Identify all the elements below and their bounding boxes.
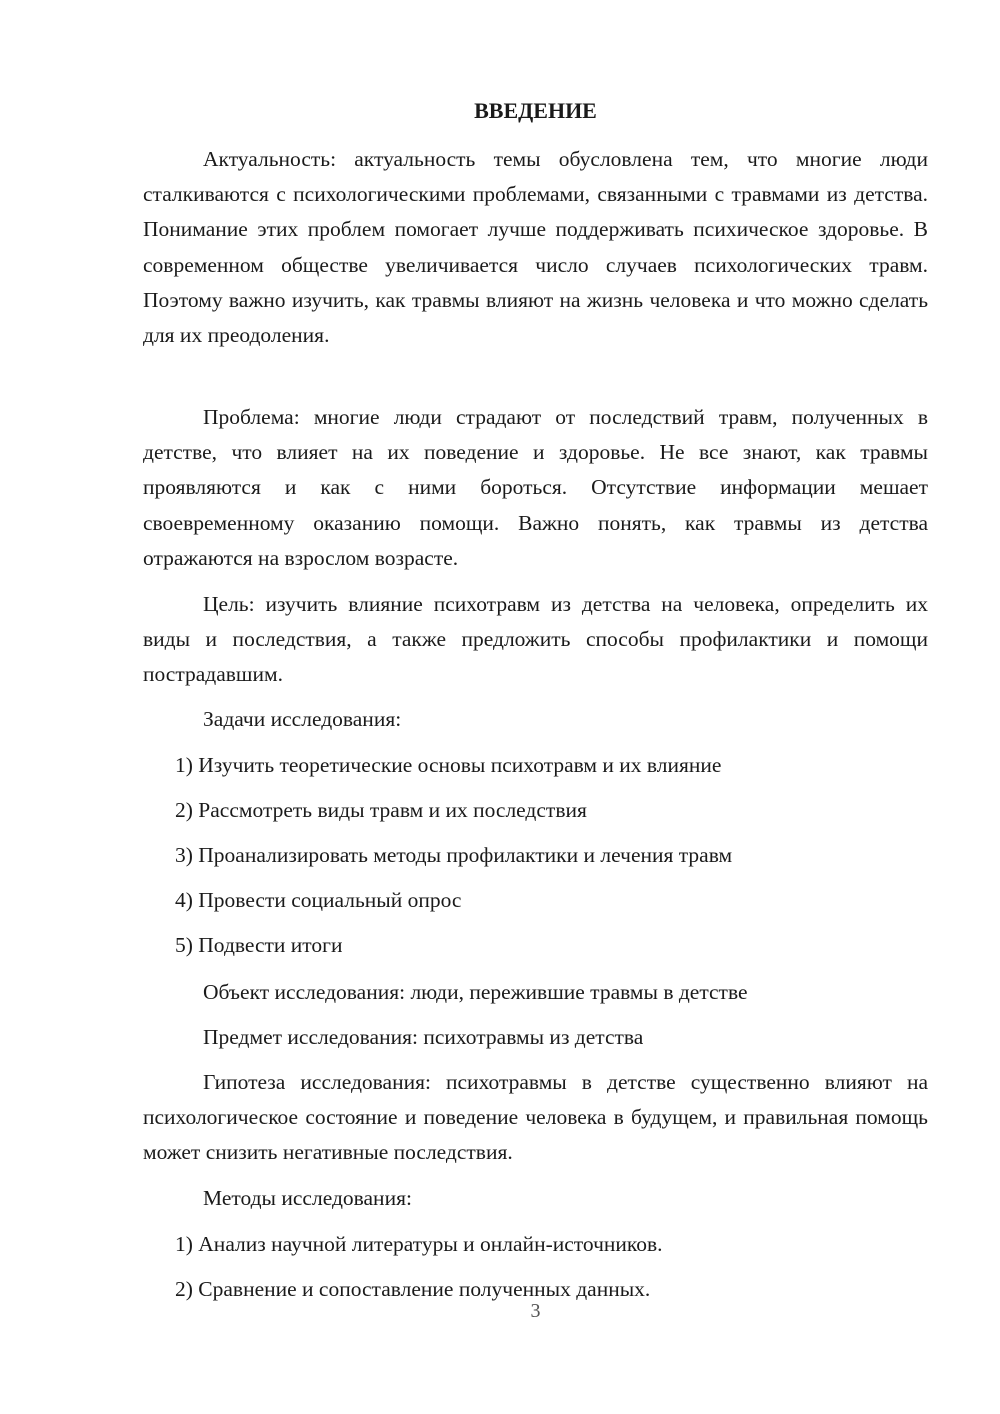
page-number: 3 (530, 1300, 541, 1322)
method-item: 1) Анализ научной литературы и онлайн-источников. (175, 1232, 663, 1256)
task-item: 1) Изучить теоретические основы психотравм и их влияние (175, 753, 722, 777)
goal-paragraph: Цель: изучить влияние психотравм из детства на человека, определить их виды и последствия, а также предложить способы профилактики и помощи пострадавшим. (143, 592, 928, 687)
research-subject: Предмет исследования: психотравмы из детства (203, 1025, 644, 1049)
relevance-paragraph: Актуальность: актуальность темы обусловлена тем, что многие люди сталкиваются с психологическими проблемами, связанными с травмами из детства. Понимание этих проблем помогает лучше поддерживать психическое здоровье. В современном обществе увеличивается число случаев психологических травм. Поэтому важно изучить, как травмы влияют на жизнь человека и что можно сделать для их преодоления. (143, 147, 928, 348)
task-item: 5) Подвести итоги (175, 933, 343, 957)
research-object: Объект исследования: люди, пережившие травмы в детстве (203, 980, 748, 1004)
methods-heading: Методы исследования: (203, 1186, 412, 1210)
tasks-heading: Задачи исследования: (203, 707, 402, 731)
method-item: 2) Сравнение и сопоставление полученных данных. (175, 1277, 651, 1301)
problem-paragraph: Проблема: многие люди страдают от последствий травм, полученных в детстве, что влияет на их поведение и здоровье. Не все знают, как травмы проявляются и как с ними бороться. Отсутствие информации мешает своевременному оказанию помощи. Важно понять, как травмы из детства отражаются на взрослом возрасте. (143, 405, 928, 570)
hypothesis-paragraph: Гипотеза исследования: психотравмы в детстве существенно влияют на психологическое состояние и поведение человека в будущем, и правильная помощь может снизить негативные последствия. (143, 1070, 928, 1165)
task-item: 3) Проанализировать методы профилактики и лечения травм (175, 843, 733, 867)
task-item: 2) Рассмотреть виды травм и их последствия (175, 798, 587, 822)
task-item: 4) Провести социальный опрос (175, 888, 462, 912)
section-title: ВВЕДЕНИЕ (474, 98, 597, 123)
